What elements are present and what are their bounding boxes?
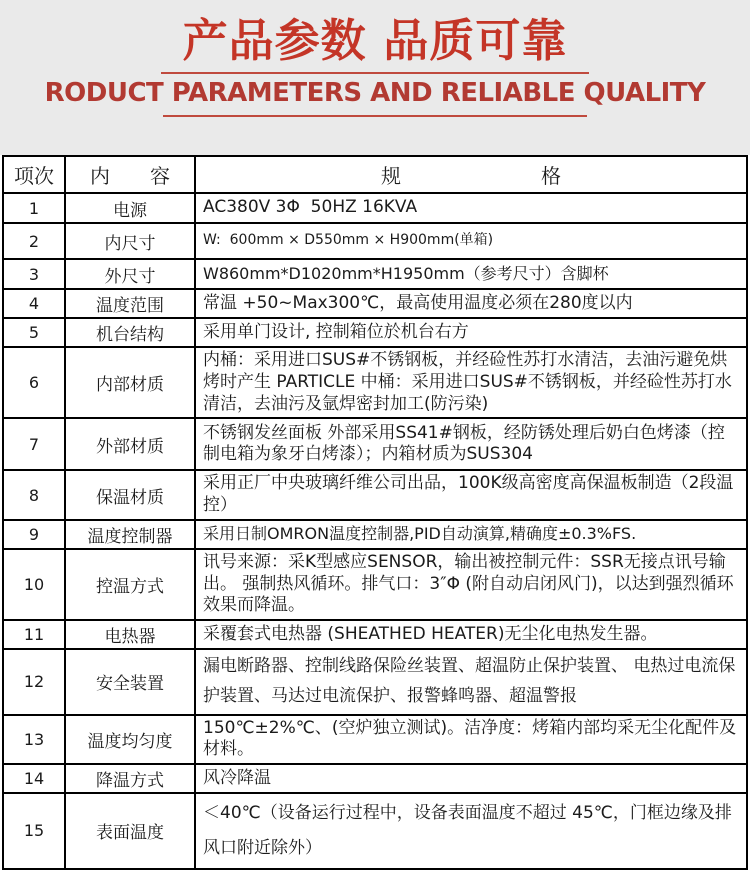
divider-line-bottom [163,115,587,117]
row-content: 表面温度 [65,793,195,869]
table-row [3,193,747,223]
parameters-table [2,155,748,870]
row-spec: 风冷降温 [195,764,747,793]
row-number: 6 [3,347,65,418]
row-content: 安全装置 [65,649,195,715]
row-content: 降温方式 [65,764,195,793]
row-content: 温度控制器 [65,520,195,549]
table-header-row [3,156,747,193]
row-content: 保温材质 [65,470,195,520]
row-content: 外部材质 [65,418,195,470]
row-content: 内部材质 [65,347,195,418]
row-number: 10 [3,549,65,620]
table-row [3,620,747,649]
table-row [3,223,747,259]
table-row [3,793,747,869]
row-content: 外尺寸 [65,259,195,289]
column-header-item-no: 项次 [3,156,65,193]
row-spec: 采用单门设计, 控制箱位於机台右方 [195,318,747,347]
table-row [3,418,747,470]
page-subtitle: RODUCT PARAMETERS AND RELIABLE QUALITY [44,78,706,108]
row-content: 机台结构 [65,318,195,347]
column-header-content: 内 容 [65,156,195,193]
row-number: 13 [3,715,65,765]
row-number: 1 [3,193,65,223]
table-row [3,289,747,318]
row-number: 11 [3,620,65,649]
row-number: 15 [3,793,65,869]
row-number: 9 [3,520,65,549]
row-number: 5 [3,318,65,347]
row-spec: 150℃±2%℃、(空炉独立测试)。洁净度：烤箱内部均采无尘化配件及材料。 [195,715,747,765]
row-spec: AC380V 3Φ 50HZ 16KVA [195,193,747,223]
table-row [3,318,747,347]
row-number: 12 [3,649,65,715]
row-spec: 漏电断路器、控制线路保险丝装置、超温防止保护装置、 电热过电流保护装置、马达过电流保护、报警蜂鸣器、超温警报 [195,649,747,715]
table-row [3,347,747,418]
row-number: 8 [3,470,65,520]
row-spec: 采覆套式电热器 (SHEATHED HEATER)无尘化电热发生器。 [195,620,747,649]
row-spec: ＜40℃（设备运行过程中，设备表面温度不超过 45℃，门框边缘及排风口附近除外） [195,793,747,869]
row-spec: 内桶：采用进口SUS#不锈钢板，并经硷性苏打水清洁，去油污避免烘烤时产生 PARTICLE 中桶：采用进口SUS#不锈钢板，并经硷性苏打水清洁，去油污及氩焊密封加工(防污染) [195,347,747,418]
row-spec: 采用正厂中央玻璃纤维公司出品，100K级高密度高保温板制造（2段温控） [195,470,747,520]
row-number: 2 [3,223,65,259]
column-header-spec: 规 格 [195,156,747,193]
row-content: 电源 [65,193,195,223]
table-row [3,520,747,549]
row-content: 电热器 [65,620,195,649]
row-spec: 采用日制OMRON温度控制器,PID自动演算,精确度±0.3%FS. [195,520,747,549]
row-number: 14 [3,764,65,793]
divider-line-top [161,72,589,74]
table-row [3,715,747,765]
table-row [3,549,747,620]
row-spec: 不锈钢发丝面板 外部采用SS41#钢板，经防锈处理后奶白色烤漆（控制电箱为象牙白烤漆）；内箱材质为SUS304 [195,418,747,470]
row-content: 控温方式 [65,549,195,620]
row-number: 3 [3,259,65,289]
row-spec: W860mm*D1020mm*H1950mm（参考尺寸）含脚杯 [195,259,747,289]
row-spec: W: 600mm × D550mm × H900mm(单箱) [195,223,747,259]
row-content: 温度范围 [65,289,195,318]
page-title: 产品参数 品质可靠 [182,14,568,67]
row-spec: 常温 +50~Max300℃，最高使用温度必须在280度以内 [195,289,747,318]
table-row [3,470,747,520]
row-number: 7 [3,418,65,470]
hero-banner [0,0,750,155]
row-content: 内尺寸 [65,223,195,259]
table-row [3,259,747,289]
row-spec: 讯号来源：采K型感应SENSOR，输出被控制元件：SSR无接点讯号输出。 强制热风循环。排气口：3″Φ (附自动启闭风门)，以达到强烈循环效果而降温。 [195,549,747,620]
spec-table-body [3,193,747,869]
table-row [3,649,747,715]
row-number: 4 [3,289,65,318]
table-row [3,764,747,793]
row-content: 温度均匀度 [65,715,195,765]
